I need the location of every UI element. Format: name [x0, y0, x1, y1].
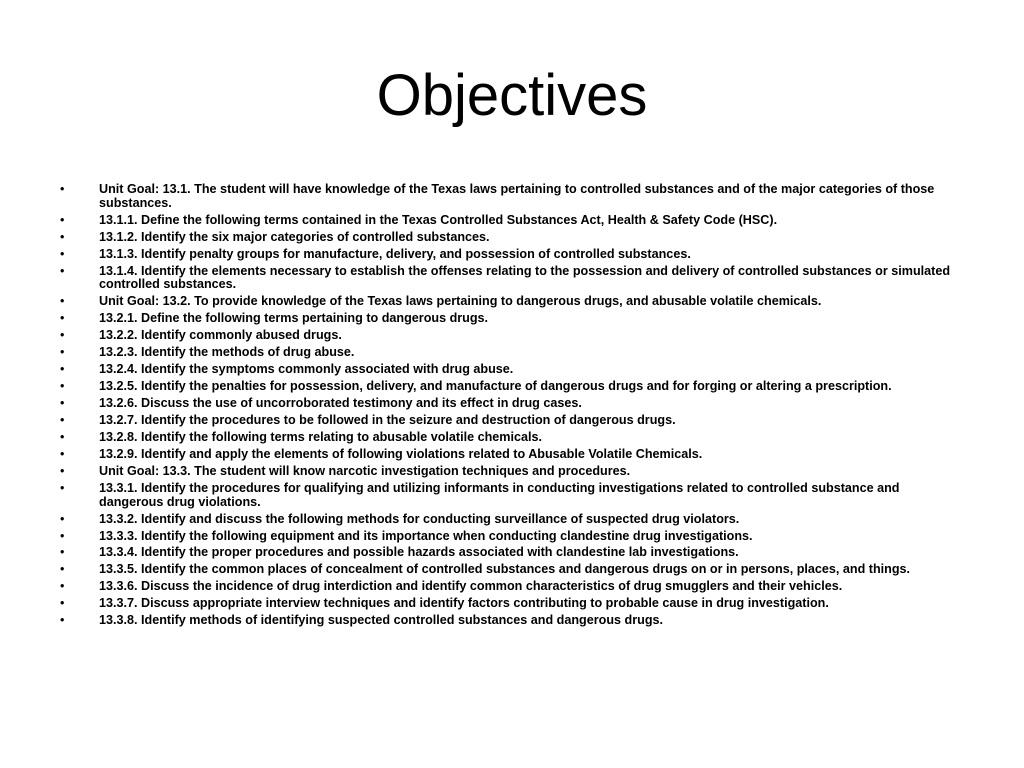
bullet-icon: •	[60, 480, 65, 495]
objective-text: Unit Goal: 13.1. The student will have knowledge of the Texas laws pertaining to controlled substances and of the major categories of those substances.	[99, 182, 935, 210]
objective-item	[60, 597, 960, 611]
objective-text: 13.2.8. Identify the following terms relating to abusable volatile chemicals.	[99, 429, 543, 444]
bullet-icon: •	[60, 429, 65, 444]
bullet-icon: •	[60, 396, 65, 411]
objectives-list	[60, 183, 960, 631]
objective-text: 13.1.2. Identify the six major categories of controlled substances.	[99, 229, 490, 244]
objective-item	[60, 346, 960, 360]
objective-text: Unit Goal: 13.3. The student will know narcotic investigation techniques and procedures.	[99, 463, 631, 478]
objective-item	[60, 482, 960, 509]
bullet-icon: •	[60, 511, 65, 526]
objective-text: Unit Goal: 13.2. To provide knowledge of the Texas laws pertaining to dangerous drugs, and abusable volatile chemicals.	[99, 294, 822, 309]
objective-text: 13.2.6. Discuss the use of uncorroborated testimony and its effect in drug cases.	[99, 396, 582, 411]
objective-item	[60, 329, 960, 343]
objective-item	[60, 414, 960, 428]
bullet-icon: •	[60, 545, 65, 560]
bullet-icon: •	[60, 528, 65, 543]
slide-title: Objectives	[376, 63, 648, 128]
objective-text: 13.3.5. Identify the common places of concealment of controlled substances and dangerous drugs on or in persons, places, and things.	[99, 562, 911, 577]
bullet-icon: •	[60, 345, 65, 360]
objective-text: 13.3.2. Identify and discuss the following methods for conducting surveillance of suspected drug violators.	[99, 511, 740, 526]
bullet-icon: •	[60, 212, 65, 227]
objective-item	[60, 363, 960, 377]
objective-text: 13.2.3. Identify the methods of drug abuse.	[99, 345, 355, 360]
objective-item	[60, 312, 960, 326]
bullet-icon: •	[60, 596, 65, 611]
objective-text: 13.2.9. Identify and apply the elements of following violations related to Abusable Volatile Chemicals.	[99, 446, 703, 461]
objective-item	[60, 397, 960, 411]
bullet-icon: •	[60, 413, 65, 427]
objective-item	[60, 448, 960, 462]
objective-item	[60, 465, 960, 479]
objective-item	[60, 380, 960, 394]
objective-text: 13.2.4. Identify the symptoms commonly associated with drug abuse.	[99, 362, 514, 377]
bullet-icon: •	[60, 246, 65, 261]
objective-item	[60, 513, 960, 527]
objective-item	[60, 183, 960, 210]
objective-item	[60, 231, 960, 245]
objective-text: 13.1.3. Identify penalty groups for manufacture, delivery, and possession of controlled substances.	[99, 246, 691, 261]
bullet-icon: •	[60, 263, 65, 278]
objective-item	[60, 295, 960, 309]
objective-text: 13.1.1. Define the following terms contained in the Texas Controlled Substances Act, Health & Safety Code (HSC).	[99, 212, 778, 227]
objective-item	[60, 248, 960, 262]
bullet-icon: •	[60, 613, 65, 628]
objective-text: 13.2.1. Define the following terms pertaining to dangerous drugs.	[99, 311, 489, 326]
objective-text: 13.3.3. Identify the following equipment and its importance when conducting clandestine drug investigations.	[99, 528, 753, 543]
objective-text: 13.2.5. Identify the penalties for possession, delivery, and manufacture of dangerous drugs and for forging or altering a prescription.	[99, 379, 892, 394]
bullet-icon: •	[60, 328, 65, 343]
objective-text: 13.3.1. Identify the procedures for qualifying and utilizing informants in conducting investigations related to controlled substance and dangerous drug violations.	[99, 480, 900, 509]
objective-item	[60, 530, 960, 544]
objective-item	[60, 614, 960, 628]
bullet-icon: •	[60, 362, 65, 377]
objective-item	[60, 546, 960, 560]
bullet-icon: •	[60, 579, 65, 594]
bullet-icon: •	[60, 294, 65, 309]
bullet-icon: •	[60, 446, 65, 461]
bullet-icon: •	[60, 379, 65, 394]
objective-text: 13.3.8. Identify methods of identifying suspected controlled substances and dangerous drugs.	[99, 613, 664, 628]
bullet-icon: •	[60, 182, 65, 196]
objective-text: 13.2.7. Identify the procedures to be followed in the seizure and destruction of dangerous drugs.	[99, 413, 676, 427]
objective-item	[60, 431, 960, 445]
bullet-icon: •	[60, 562, 65, 577]
objective-item	[60, 214, 960, 228]
bullet-icon: •	[60, 463, 65, 478]
objective-item	[60, 265, 960, 292]
objective-item	[60, 580, 960, 594]
objective-text: 13.3.4. Identify the proper procedures and possible hazards associated with clandestine lab investigations.	[99, 545, 739, 560]
objective-text: 13.2.2. Identify commonly abused drugs.	[99, 328, 342, 343]
objective-text: 13.3.6. Discuss the incidence of drug interdiction and identify common characteristics of drug smugglers and their vehicles.	[99, 579, 843, 594]
objective-text: 13.3.7. Discuss appropriate interview techniques and identify factors contributing to probable cause in drug investigation.	[99, 596, 829, 611]
objective-item	[60, 563, 960, 577]
objective-text: 13.1.4. Identify the elements necessary to establish the offenses relating to the possession and delivery of controlled substances or simulated controlled substances.	[99, 263, 951, 292]
bullet-icon: •	[60, 311, 65, 326]
bullet-icon: •	[60, 229, 65, 244]
